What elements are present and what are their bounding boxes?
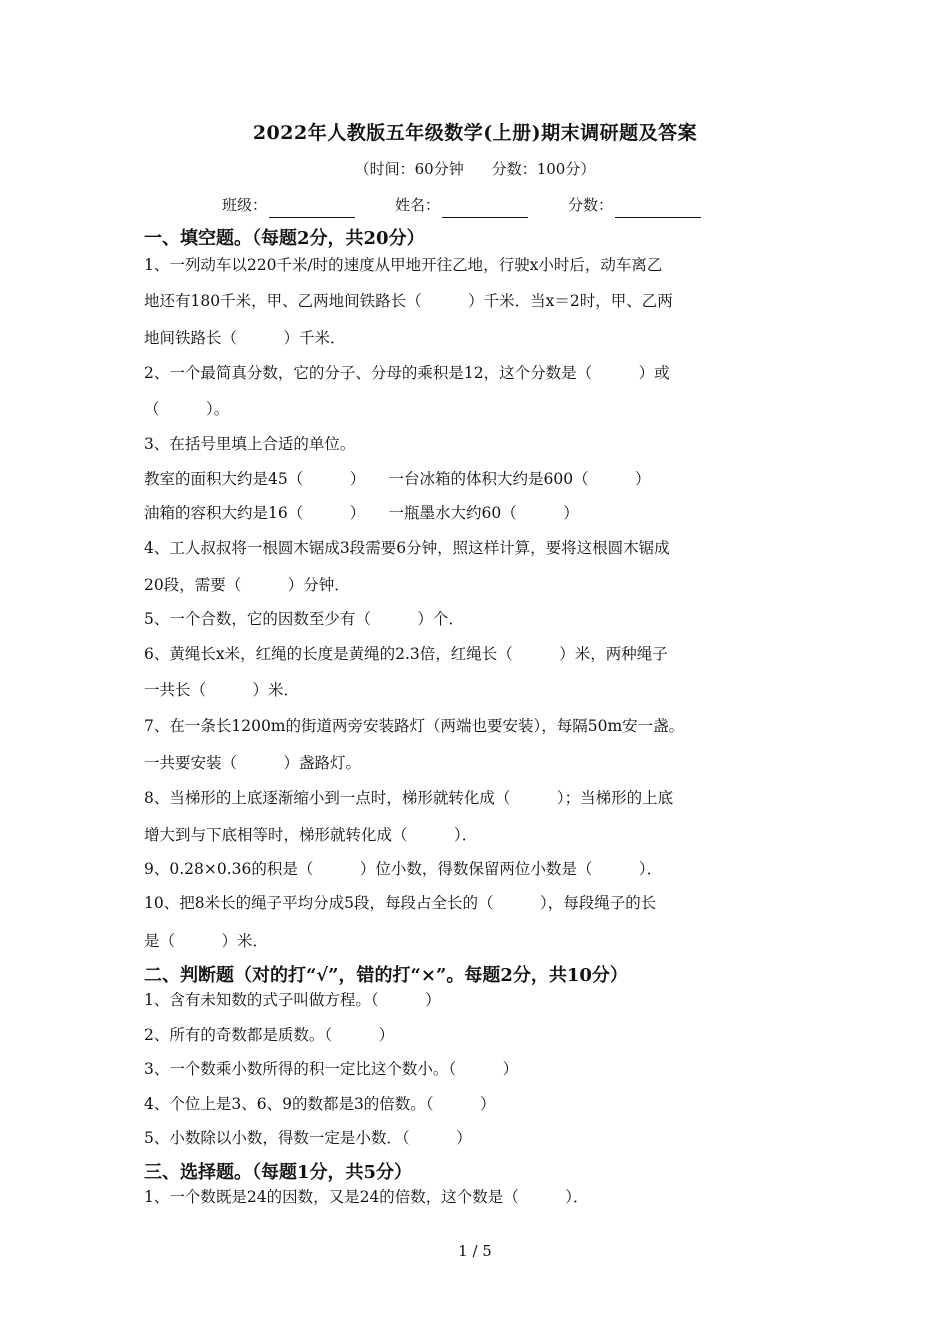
score-field[interactable]: [568, 192, 701, 218]
question-line: 1、含有未知数的式子叫做方程。（ ）: [144, 991, 441, 1009]
question-line: 油箱的容积大约是16（ ） 一瓶墨水大约60（ ）: [144, 504, 579, 522]
page-number: 1 / 5: [458, 1242, 492, 1260]
section-multiple-choice-title: 三、选择题。（每题1分，共5分）: [144, 1162, 413, 1183]
question-line: 4、个位上是3、6、9的数都是3的倍数。（ ）: [144, 1095, 496, 1113]
question-line: 10、把8米长的绳子平均分成5段，每段占全长的（ ），每段绳子的长: [144, 894, 657, 912]
question-line: 9、0.28×0.36的积是（ ）位小数，得数保留两位小数是（ ）．: [144, 860, 663, 878]
question-line: 一共长（ ）米．: [144, 681, 300, 699]
exam-meta: [0, 157, 950, 181]
name-label: 姓名：: [395, 196, 441, 214]
question-line: 3、在括号里填上合适的单位。: [144, 435, 356, 453]
student-info-row: [222, 192, 782, 218]
question-line: 5、一个合数，它的因数至少有（ ）个．: [144, 610, 464, 628]
question-line: 2、一个最简真分数，它的分子、分母的乘积是12，这个分数是（ ）或: [144, 364, 670, 382]
question-line: 20段，需要（ ）分钟．: [144, 576, 350, 594]
question-line: 增大到与下底相等时，梯形就转化成（ ）．: [144, 826, 478, 844]
section-fill-in-title: 一、填空题。（每题2分，共20分）: [144, 228, 425, 249]
question-line: （ ）。: [144, 400, 230, 418]
score-label: 分数：: [568, 196, 614, 214]
question-line: 地间铁路长（ ）千米．: [144, 329, 346, 347]
document-title: 2022年人教版五年级数学(上册)期末调研题及答案: [252, 122, 698, 144]
exam-time: （时间：60分钟: [354, 160, 464, 178]
question-line: 2、所有的奇数都是质数。（ ）: [144, 1026, 395, 1044]
exam-total-score: 分数：100分）: [491, 160, 596, 178]
section-true-false-title: 二、判断题（对的打“√”，错的打“×”。每题2分，共10分）: [144, 965, 628, 986]
name-field[interactable]: [395, 192, 528, 218]
question-line: 3、一个数乘小数所得的积一定比这个数小。（ ）: [144, 1060, 519, 1078]
question-line: 6、黄绳长x米，红绳的长度是黄绳的2.3倍，红绳长（ ）米，两种绳子: [144, 645, 668, 663]
question-line: 是（ ）米．: [144, 932, 269, 950]
question-line: 5、小数除以小数，得数一定是小数．（ ）: [144, 1129, 472, 1147]
question-line: 1、一个数既是24的因数，又是24的倍数，这个数是（ ）．: [144, 1188, 589, 1206]
class-blank[interactable]: [269, 199, 355, 218]
question-line: 4、工人叔叔将一根圆木锯成3段需要6分钟，照这样计算，要将这根圆木锯成: [144, 539, 670, 557]
question-line: 地还有180千米，甲、乙两地间铁路长（ ）千米．当x＝2时，甲、乙两: [144, 292, 673, 310]
class-field[interactable]: [222, 192, 355, 218]
question-line: 1、一列动车以220千米/时的速度从甲地开往乙地，行驶x小时后，动车离乙: [144, 256, 663, 274]
question-line: 8、当梯形的上底逐渐缩小到一点时，梯形就转化成（ ）；当梯形的上底: [144, 789, 674, 807]
question-line: 教室的面积大约是45（ ） 一台冰箱的体积大约是600（ ）: [144, 470, 651, 488]
name-blank[interactable]: [442, 199, 528, 218]
class-label: 班级：: [222, 196, 268, 214]
score-blank[interactable]: [615, 199, 701, 218]
question-line: 7、在一条长1200m的街道两旁安装路灯（两端也要安装），每隔50m安一盏。: [144, 717, 685, 735]
question-line: 一共要安装（ ）盏路灯。: [144, 754, 362, 772]
